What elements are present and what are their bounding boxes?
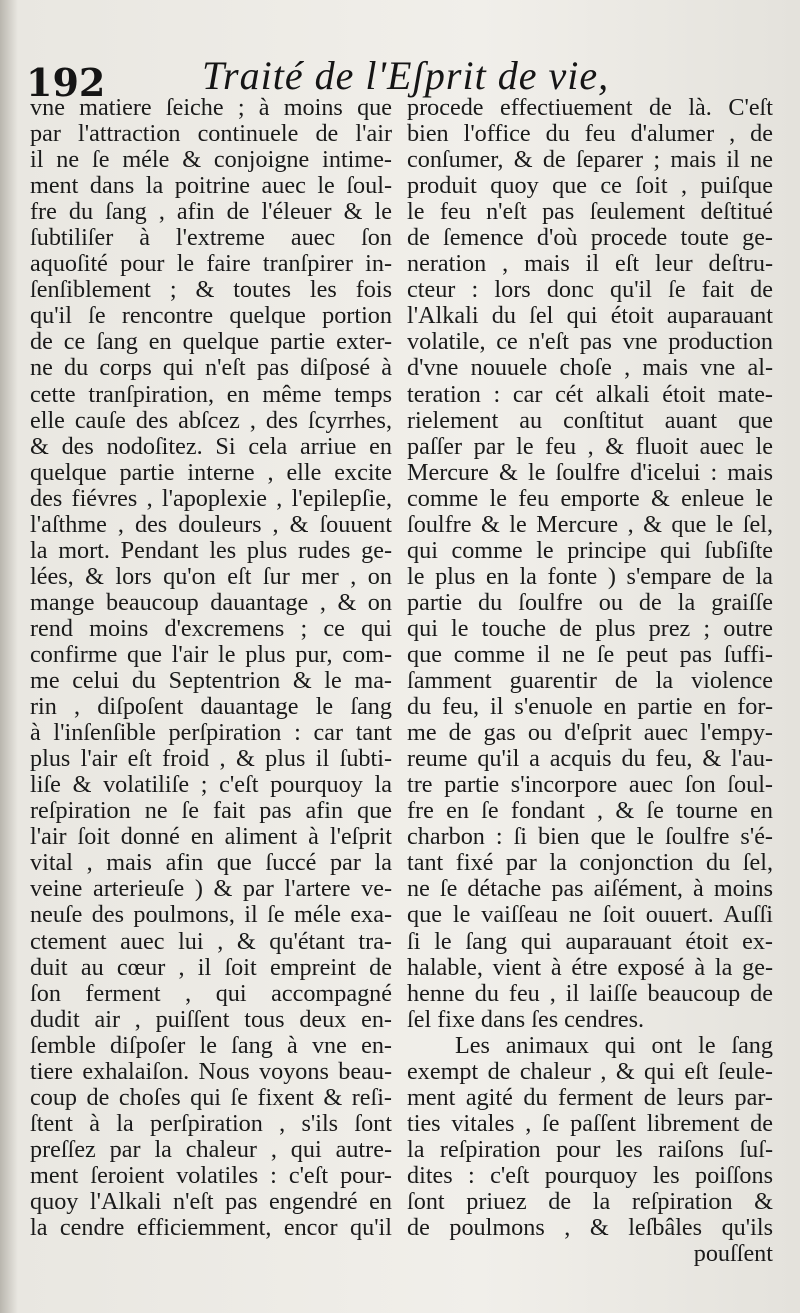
text-line: le plus en la fonte ) s'empare de la (407, 563, 773, 590)
text-line: produit quoy que ce ſoit , puiſque (407, 173, 773, 200)
text-line: preſſez par la chaleur , qui autre- (30, 1136, 392, 1163)
text-line: rend moins d'excremens ; ce qui (30, 615, 392, 642)
text-line: liſe & volatiliſe ; c'eſt pourquoy la (30, 772, 392, 799)
text-line: conſumer, & de ſeparer ; mais il ne (407, 147, 773, 174)
text-line: quelque partie interne , elle excite (30, 459, 392, 486)
text-line: ſon ferment , qui accompagné (30, 980, 392, 1007)
text-line: rielement au conſtitut auant que (407, 407, 773, 434)
text-line: dites : c'eſt pourquoy les poiſſons (407, 1162, 773, 1189)
text-line: ne ſe détache pas aiſément, à moins (407, 876, 773, 903)
text-line: henne du feu , il laiſſe beaucoup de (407, 980, 773, 1007)
text-line: veine arterieuſe ) & par l'artere ve- (30, 876, 392, 903)
text-line: neuſe des poulmons, il ſe méle exa- (30, 902, 392, 929)
text-line: ties vitales , ſe paſſent librement de (407, 1110, 773, 1137)
text-line: coup de choſes qui ſe fixent & reſi- (30, 1084, 392, 1111)
text-line: que comme il ne ſe peut pas ſuffi- (407, 641, 773, 668)
text-line: du feu, il s'enuole en partie en for- (407, 694, 773, 721)
text-line: comme le feu emporte & enleue le (407, 485, 773, 512)
text-line: l'air ſoit donné en aliment à l'eſprit (30, 824, 392, 851)
text-line: fre en ſe fondant , & ſe tourne en (407, 798, 773, 825)
text-line: confirme que l'air le plus pur, com- (30, 641, 392, 668)
text-line: que le vaiſſeau ne ſoit ouuert. Auſſi (407, 902, 773, 929)
text-line: des fiévres , l'apoplexie , l'epilepſie, (30, 485, 392, 512)
text-line: quoy l'Alkali n'eſt pas engendré en (30, 1188, 392, 1215)
text-line: elle cauſe des abſcez , des ſcyrrhes, (30, 407, 392, 434)
text-line: reſpiration ne ſe fait pas afin que (30, 798, 392, 825)
text-line: ſamment guarentir de la violence (407, 668, 773, 695)
text-line: à l'inſenſible perſpiration : car tant (30, 720, 392, 747)
text-line: bien l'office du feu d'alumer , de (407, 121, 773, 148)
text-line: cette tranſpiration, en même temps (30, 381, 392, 408)
text-line: procede effectiuement de là. C'eſt (407, 95, 773, 121)
text-line: me de gas ou d'eſprit auec l'empy- (407, 720, 773, 747)
text-line: ſi le ſang qui auparauant étoit ex- (407, 928, 773, 955)
text-line: qui le touche de plus prez ; outre (407, 615, 773, 642)
text-line: l'aſthme , des douleurs , & ſouuent (30, 511, 392, 538)
text-line: ment dans la poitrine auec le ſoul- (30, 173, 392, 200)
text-line: rin , diſpoſent dauantage le ſang (30, 694, 392, 721)
text-line: aquoſité pour le faire tranſpirer in- (30, 251, 392, 278)
text-line: tre partie s'incorpore auec ſon ſoul- (407, 772, 773, 799)
text-line: reume qu'il a acquis du feu, & l'au- (407, 746, 773, 773)
text-line: le feu n'eſt pas ſeulement deſtitué (407, 199, 773, 226)
text-line: fre du ſang , afin de l'éleuer & le (30, 199, 392, 226)
text-line: de poulmons , & leſbâles qu'ils (407, 1215, 773, 1242)
text-line: partie du ſoulfre ou de la graiſſe (407, 589, 773, 616)
text-line: la mort. Pendant les plus rudes ge- (30, 537, 392, 564)
text-line: ment ſeroient volatiles : c'eſt pour- (30, 1162, 392, 1189)
text-line: me celui du Septentrion & le ma- (30, 668, 392, 695)
text-line: mange beaucoup dauantage , & on (30, 589, 392, 616)
text-line: ſont priuez de la reſpiration & (407, 1188, 773, 1215)
text-line: teration : car cét alkali étoit mate- (407, 381, 773, 408)
text-line: ctement auec lui , & qu'étant tra- (30, 928, 392, 955)
text-line: paſſer par le feu , & fluoit auec le (407, 433, 773, 460)
text-line: par l'attraction continuele de l'air (30, 121, 392, 148)
text-line: ſoulfre & le Mercure , & que le ſel, (407, 511, 773, 538)
text-line: ſubtiliſer à l'extreme auec ſon (30, 225, 392, 252)
catchword: pouſſent (693, 1241, 773, 1268)
running-title: Traité de l'Eʃprit de vie, (202, 53, 610, 98)
text-line: ne du corps qui n'eſt pas diſposé à (30, 355, 392, 382)
text-line: plus l'air eſt froid , & plus il ſubti- (30, 746, 392, 773)
text-line: l'Alkali du ſel qui étoit auparauant (407, 303, 773, 330)
text-line: ſel fixe dans ſes cendres. (407, 1006, 645, 1033)
text-line: ſenſiblement ; & toutes les fois (30, 277, 392, 304)
text-line: duit au cœur , il ſoit empreint de (30, 954, 392, 981)
text-line: tant fixé par la conjonction du ſel, (407, 850, 773, 877)
right-text-column (407, 95, 773, 1267)
text-line: cteur : lors donc qu'il ſe fait de (407, 277, 773, 304)
left-text-column (30, 95, 392, 1241)
text-line: la cendre efficiemment, encor qu'il (30, 1215, 392, 1242)
text-line: dudit air , puiſſent tous deux en- (30, 1006, 392, 1033)
text-line: volatile, ce n'eſt pas vne production (407, 329, 773, 356)
text-line: ment agité du ferment de leurs par- (407, 1084, 773, 1111)
text-line: la reſpiration pour les raiſons ſuſ- (407, 1136, 773, 1163)
text-line: ſemble diſpoſer le ſang à vne en- (30, 1032, 392, 1059)
text-line: vne matiere ſeiche ; à moins que (30, 95, 392, 121)
paragraph-start-line: Les animaux qui ont le ſang (455, 1032, 773, 1059)
text-line: halable, vient à étre exposé à la ge- (407, 954, 773, 981)
text-line: qui comme le principe qui ſubſiſte (407, 537, 773, 564)
text-line: de ce ſang en quelque partie exter- (30, 329, 392, 356)
text-line: exempt de chaleur , & qui eſt ſeule- (407, 1058, 773, 1085)
text-line: & des nodoſitez. Si cela arriue en (30, 433, 392, 460)
text-line: il ne ſe méle & conjoigne intime- (30, 147, 392, 174)
text-line: tiere exhalaiſon. Nous voyons beau- (30, 1058, 392, 1085)
text-line: charbon : ſi bien que le ſoulfre s'é- (407, 824, 773, 851)
text-line: lées, & lors qu'on eſt ſur mer , on (30, 563, 392, 590)
text-line: neration , mais il eſt leur deſtru- (407, 251, 773, 278)
text-line: Mercure & le ſoulfre d'icelui : mais (407, 459, 773, 486)
text-line: vital , mais afin que ſuccé par la (30, 850, 392, 877)
page-number: 192 (26, 60, 106, 105)
text-line: ſtent à la perſpiration , s'ils ſont (30, 1110, 392, 1137)
text-line: d'vne nouuele choſe , mais vne al- (407, 355, 773, 382)
text-line: de ſemence d'où procede toute ge- (407, 225, 773, 252)
text-line: qu'il ſe rencontre quelque portion (30, 303, 392, 330)
